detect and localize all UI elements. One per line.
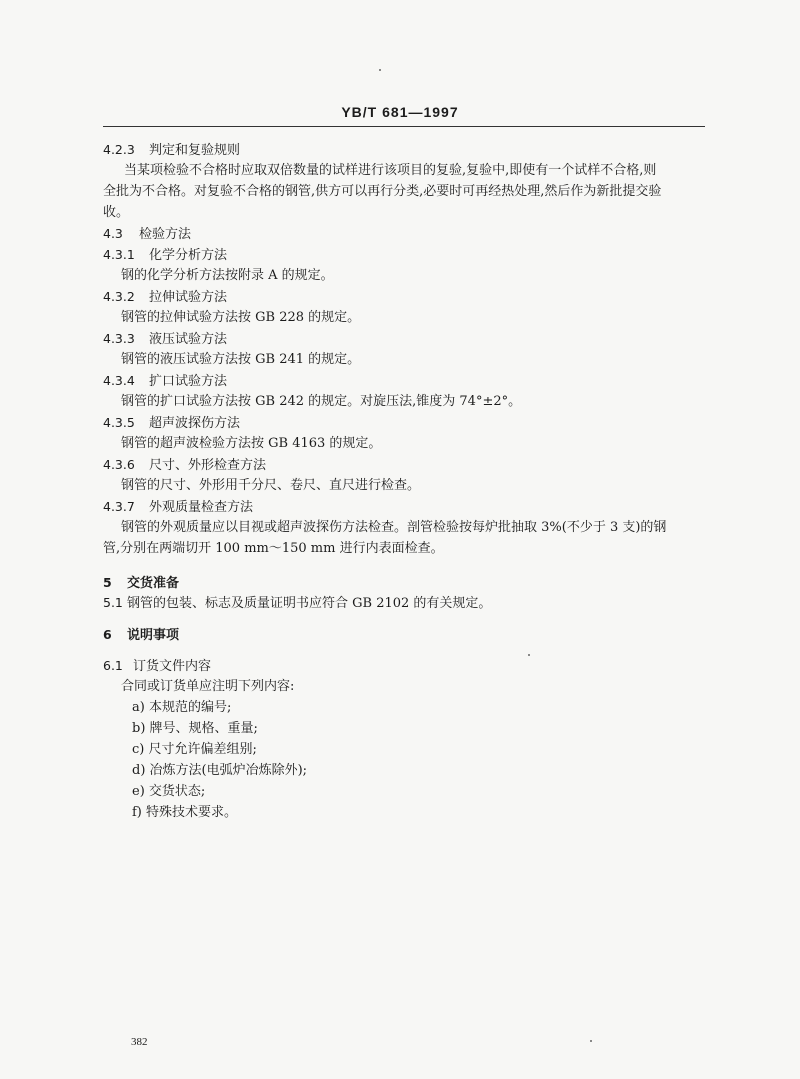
section-number: 4.3 (103, 226, 123, 241)
section-title: 拉伸试验方法 (149, 290, 228, 305)
scan-speck (528, 654, 530, 656)
scan-speck (590, 1040, 592, 1042)
paragraph-line: 合同或订货单应注明下列内容: (121, 679, 295, 694)
chapter-title: 说明事项 (127, 628, 180, 643)
section-number: 4.3.3 (103, 331, 135, 346)
section-title: 判定和复验规则 (149, 143, 241, 158)
section-4-3-heading (103, 225, 191, 244)
section-6-1-heading (103, 657, 211, 676)
list-item: e) 交货状态; (132, 784, 206, 799)
section-text: 钢管的包装、标志及质量证明书应符合 GB 2102 的有关规定。 (127, 596, 492, 611)
section-title: 尺寸、外形检查方法 (149, 458, 267, 473)
section-title: 扩口试验方法 (149, 374, 228, 389)
chapter-title: 交货准备 (127, 576, 180, 591)
section-title: 化学分析方法 (149, 248, 228, 263)
section-number: 5.1 (103, 595, 123, 610)
section-number: 4.3.2 (103, 289, 135, 304)
chapter-6-heading (103, 626, 179, 645)
section-title: 超声波探伤方法 (149, 416, 241, 431)
paragraph-line: 钢管的外观质量应以目视或超声波探伤方法检查。剖管检验按每炉批抽取 3%(不少于 3 支)的钢 (121, 520, 667, 535)
section-title: 检验方法 (139, 227, 192, 242)
section-4-3-6-heading (103, 456, 266, 475)
section-number: 4.3.4 (103, 373, 135, 388)
section-4-3-3-heading (103, 330, 227, 349)
paragraph-line: 钢管的扩口试验方法按 GB 242 的规定。对旋压法,锥度为 74°±2°。 (121, 394, 522, 409)
list-item: a) 本规范的编号; (132, 700, 232, 715)
paragraph-line: 钢管的尺寸、外形用千分尺、卷尺、直尺进行检查。 (121, 478, 421, 493)
paragraph-line: 钢管的拉伸试验方法按 GB 228 的规定。 (121, 310, 361, 325)
list-item: d) 冶炼方法(电弧炉冶炼除外); (132, 763, 308, 778)
section-4-3-7-heading (103, 498, 253, 517)
header-rule (103, 126, 705, 127)
section-4-3-4-heading (103, 372, 227, 391)
section-4-3-5-heading (103, 414, 240, 433)
section-4-3-2-heading (103, 288, 227, 307)
paragraph-line: 钢管的液压试验方法按 GB 241 的规定。 (121, 352, 361, 367)
section-4-3-1-heading (103, 246, 227, 265)
section-number: 4.3.6 (103, 457, 135, 472)
standard-code-header: YB/T 681—1997 (341, 104, 459, 120)
paragraph-line: 管,分别在两端切开 100 mm～150 mm 进行内表面检查。 (103, 541, 444, 556)
section-5-1 (103, 594, 491, 613)
scan-speck (379, 69, 381, 71)
paragraph-line: 钢的化学分析方法按附录 A 的规定。 (121, 268, 334, 283)
paragraph-line: 全批为不合格。对复验不合格的钢管,供方可以再行分类,必要时可再经热处理,然后作为新批提交验 (103, 184, 662, 199)
section-number: 4.3.5 (103, 415, 135, 430)
section-title: 订货文件内容 (133, 659, 212, 674)
section-number: 4.2.3 (103, 142, 135, 157)
section-number: 4.3.1 (103, 247, 135, 262)
chapter-number: 5 (103, 575, 112, 590)
paragraph-line: 钢管的超声波检验方法按 GB 4163 的规定。 (121, 436, 382, 451)
paragraph-line: 收。 (103, 205, 130, 220)
section-title: 液压试验方法 (149, 332, 228, 347)
chapter-5-heading (103, 574, 179, 593)
list-item: f) 特殊技术要求。 (132, 805, 238, 820)
list-item: b) 牌号、规格、重量; (132, 721, 258, 736)
page-number: 382 (131, 1036, 148, 1048)
section-title: 外观质量检查方法 (149, 500, 254, 515)
chapter-number: 6 (103, 627, 112, 642)
section-4-2-3-heading (103, 141, 240, 160)
paragraph-line: 当某项检验不合格时应取双倍数量的试样进行该项目的复验,复验中,即使有一个试样不合格,则 (124, 163, 657, 178)
list-item: c) 尺寸允许偏差组别; (132, 742, 257, 757)
section-number: 6.1 (103, 658, 123, 673)
section-number: 4.3.7 (103, 499, 135, 514)
